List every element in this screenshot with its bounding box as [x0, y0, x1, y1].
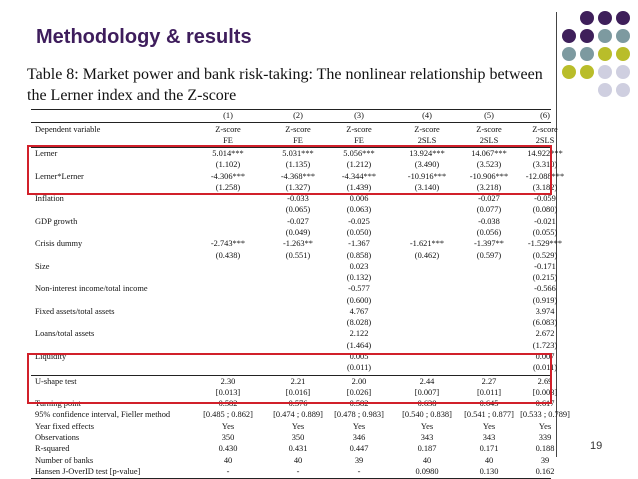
table-cell: 2.44: [419, 377, 435, 386]
table-cell: (0.551): [285, 251, 311, 260]
caption-line-1: Table 8: Market power and bank risk-taking: The nonlinear relationship between: [27, 66, 543, 83]
table-cell: -2.743***: [210, 239, 246, 248]
table-cell: 39: [540, 456, 550, 465]
row-label: Year fixed effects: [35, 422, 94, 431]
row-label: Crisis dummy: [35, 239, 83, 248]
table-cell: [0.026]: [346, 388, 372, 397]
table-cell: -0.038: [478, 217, 500, 226]
table-cell: 2.672: [535, 329, 555, 338]
table-cell: Yes: [352, 422, 366, 431]
table-cell: -1.529***: [527, 239, 563, 248]
table-cell: 0.188: [535, 444, 555, 453]
decorative-dot: [580, 29, 594, 43]
table-cell: (6.083): [532, 318, 558, 327]
table-cell: [0.533 ; 0.789]: [520, 410, 570, 419]
table-cell: 0.617: [535, 399, 555, 408]
table-cell: [0.474 ; 0.889]: [273, 410, 323, 419]
table-row: [27, 238, 563, 250]
table-cell: -4.306***: [210, 172, 246, 181]
table-cell: [0.007]: [414, 388, 440, 397]
decorative-dot: [562, 29, 576, 43]
table-cell: 40: [223, 456, 233, 465]
table-cell: 39: [354, 456, 364, 465]
table-cell: Yes: [538, 422, 552, 431]
row-label: Hansen J-OverID test [p-value]: [35, 467, 141, 476]
table-cell: 0.431: [288, 444, 308, 453]
page-number: 19: [590, 440, 603, 452]
row-label: R-squared: [35, 444, 70, 453]
row-label: 95% confidence interval, Fieller method: [35, 410, 171, 419]
table-cell: [0.540 ; 0.838]: [402, 410, 452, 419]
table-cell: (2): [293, 111, 303, 120]
table-cell: 339: [538, 433, 552, 442]
table-row: [27, 466, 555, 478]
decorative-dot: [580, 65, 594, 79]
decorative-dot: [598, 11, 612, 25]
table-cell: 2SLS: [479, 136, 499, 145]
table-cell: (3.523): [476, 160, 502, 169]
table-cell: (6): [540, 111, 550, 120]
table-cell: (0.049): [285, 228, 311, 237]
decorative-dot: [616, 11, 630, 25]
table-cell: (0.050): [346, 228, 372, 237]
table-cell: 350: [291, 433, 305, 442]
table-cell: (1.327): [285, 183, 311, 192]
table-cell: [0.003]: [532, 388, 558, 397]
table-row: [27, 443, 555, 455]
table-image: [27, 64, 570, 476]
slide-title: Methodology & results: [36, 26, 252, 48]
table-cell: 40: [484, 456, 494, 465]
table-cell: (3): [354, 111, 364, 120]
table-cell: (0.438): [215, 251, 241, 260]
table-cell: -10.906***: [469, 172, 509, 181]
table-row: [27, 204, 558, 216]
decorative-dot: [616, 29, 630, 43]
decorative-dot: [598, 29, 612, 43]
row-label: Turning point: [35, 399, 81, 408]
table-cell: Yes: [221, 422, 235, 431]
table-cell: (0.011): [532, 363, 558, 372]
row-label: Liquidity: [35, 352, 67, 361]
table-cell: -0.171: [534, 262, 556, 271]
table-cell: (1.439): [346, 183, 372, 192]
table-cell: (8.028): [346, 318, 372, 327]
table-cell: 0.023: [349, 262, 369, 271]
table-cell: 0.447: [349, 444, 369, 453]
row-label: U-shape test: [35, 377, 77, 386]
table-cell: -1.397**: [473, 239, 504, 248]
highlight-box-lerner: [27, 145, 552, 195]
table-cell: (1): [223, 111, 233, 120]
row-label: Inflation: [35, 194, 64, 203]
table-cell: -: [226, 467, 230, 476]
table-cell: 40: [422, 456, 432, 465]
decorative-dot: [562, 65, 576, 79]
table-cell: 0.430: [218, 444, 238, 453]
table-cell: -1.621***: [409, 239, 445, 248]
table-cell: (3.490): [414, 160, 440, 169]
table-cell: (0.597): [476, 251, 502, 260]
table-cell: 40: [293, 456, 303, 465]
row-label: Lerner: [35, 149, 58, 158]
table-cell: 0.007: [535, 352, 555, 361]
table-cell: (1.464): [346, 341, 372, 350]
table-cell: (1.102): [215, 160, 241, 169]
table-cell: (3.310): [532, 160, 558, 169]
decorative-dot: [562, 47, 576, 61]
table-cell: FE: [223, 136, 233, 145]
table-cell: (3.182): [532, 183, 558, 192]
table-cell: (0.529): [532, 251, 558, 260]
table-cell: -0.027: [478, 194, 500, 203]
table-cell: -4.368***: [280, 172, 316, 181]
table-cell: 0.582: [218, 399, 238, 408]
table-cell: 14.067***: [471, 149, 507, 158]
table-cell: 0.130: [479, 467, 499, 476]
table-cell: -: [296, 467, 300, 476]
table-cell: (4): [422, 111, 432, 120]
table-cell: FE: [293, 136, 303, 145]
table-cell: (0.462): [414, 251, 440, 260]
table-row: [27, 409, 570, 421]
table-cell: (1.135): [285, 160, 311, 169]
table-cell: Z-score: [346, 125, 372, 134]
table-cell: (0.063): [346, 205, 372, 214]
row-label: Observations: [35, 433, 80, 442]
caption-line-2: the Lerner index and the Z-score: [27, 87, 237, 104]
row-label: Lerner*Lerner: [35, 172, 84, 181]
highlight-box-ushape: [27, 353, 552, 404]
table-cell: 0.006: [349, 194, 369, 203]
table-cell: -1.263**: [282, 239, 313, 248]
table-cell: [0.016]: [285, 388, 311, 397]
table-cell: 0.171: [479, 444, 499, 453]
table-cell: 0.582: [349, 399, 369, 408]
table-cell: 0.645: [479, 399, 499, 408]
table-cell: -1.367: [348, 239, 370, 248]
row-label: Loans/total assets: [35, 329, 95, 338]
table-cell: (1.212): [346, 160, 372, 169]
table-cell: (0.080): [532, 205, 558, 214]
table-caption: [27, 64, 552, 106]
table-cell: 0.187: [417, 444, 437, 453]
table-cell: -10.916***: [407, 172, 447, 181]
table-cell: -0.577: [348, 284, 370, 293]
row-label: Non-interest income/total income: [35, 284, 148, 293]
decorative-dot: [616, 65, 630, 79]
decorative-dot: [616, 47, 630, 61]
table-cell: 2.00: [351, 377, 367, 386]
row-label: Number of banks: [35, 456, 94, 465]
table-cell: [0.013]: [215, 388, 241, 397]
table-cell: -: [357, 467, 361, 476]
row-label: GDP growth: [35, 217, 78, 226]
table-cell: -4.344***: [341, 172, 377, 181]
table-cell: Yes: [482, 422, 496, 431]
table-cell: 2SLS: [535, 136, 555, 145]
table-cell: Yes: [420, 422, 434, 431]
decorative-dot: [598, 83, 612, 97]
table-cell: 346: [352, 433, 366, 442]
table-cell: [0.541 ; 0.877]: [464, 410, 514, 419]
table-cell: [0.011]: [476, 388, 502, 397]
table-cell: -0.025: [348, 217, 370, 226]
table-cell: [0.485 ; 0.862]: [203, 410, 253, 419]
row-label: Size: [35, 262, 50, 271]
table-cell: 0.638: [417, 399, 437, 408]
table-cell: -0.021: [534, 217, 556, 226]
table-cell: Z-score: [215, 125, 241, 134]
table-cell: (0.600): [346, 296, 372, 305]
table-cell: 3.974: [535, 307, 555, 316]
table-cell: (0.215): [532, 273, 558, 282]
table-cell: 0.162: [535, 467, 555, 476]
table-cell: [0.478 ; 0.983]: [334, 410, 384, 419]
table-cell: Z-score: [532, 125, 558, 134]
decorative-dot: [598, 65, 612, 79]
table-cell: 2.27: [481, 377, 497, 386]
table-row: [27, 283, 556, 295]
table-cell: 5.056***: [343, 149, 375, 158]
table-cell: (0.077): [476, 205, 502, 214]
table-cell: 0.0980: [415, 467, 439, 476]
table-cell: 14.922***: [527, 149, 563, 158]
table-cell: Yes: [291, 422, 305, 431]
table-cell: (1.723): [532, 341, 558, 350]
table-row: [27, 328, 555, 340]
table-cell: Z-score: [285, 125, 311, 134]
table-cell: (0.011): [346, 363, 372, 372]
table-cell: 2.69: [537, 377, 553, 386]
table-cell: 0.576: [288, 399, 308, 408]
table-cell: 5.014***: [212, 149, 244, 158]
table-cell: (3.140): [414, 183, 440, 192]
decorative-dot: [616, 83, 630, 97]
column-number-row: [27, 110, 552, 122]
table-cell: (0.055): [532, 228, 558, 237]
table-cell: 350: [221, 433, 235, 442]
table-cell: (1.258): [215, 183, 241, 192]
table-cell: 5.031***: [282, 149, 314, 158]
table-cell: 2.30: [220, 377, 236, 386]
table-cell: Z-score: [476, 125, 502, 134]
table-cell: -0.566: [534, 284, 556, 293]
table-cell: -0.027: [287, 217, 309, 226]
table-cell: 4.767: [349, 307, 369, 316]
table-cell: (5): [484, 111, 494, 120]
table-cell: Z-score: [414, 125, 440, 134]
table-cell: 2SLS: [417, 136, 437, 145]
table-rule: [31, 122, 551, 123]
table-cell: -0.033: [287, 194, 309, 203]
table-cell: (0.065): [285, 205, 311, 214]
table-cell: 2.122: [349, 329, 369, 338]
row-label: Fixed assets/total assets: [35, 307, 115, 316]
table-cell: (3.218): [476, 183, 502, 192]
table-cell: 0.005: [349, 352, 369, 361]
decorative-dot: [580, 11, 594, 25]
table-cell: -0.059: [534, 194, 556, 203]
table-cell: (0.858): [346, 251, 372, 260]
table-cell: 2.21: [290, 377, 306, 386]
decorative-dot: [598, 47, 612, 61]
table-cell: 343: [482, 433, 496, 442]
table-cell: FE: [354, 136, 364, 145]
table-cell: 343: [420, 433, 434, 442]
table-cell: (0.919): [532, 296, 558, 305]
table-cell: 13.924***: [409, 149, 445, 158]
table-cell: -12.088***: [525, 172, 565, 181]
decorative-dot: [580, 47, 594, 61]
row-label: Dependent variable: [35, 125, 101, 134]
table-cell: (0.056): [476, 228, 502, 237]
table-cell: (0.132): [346, 273, 372, 282]
